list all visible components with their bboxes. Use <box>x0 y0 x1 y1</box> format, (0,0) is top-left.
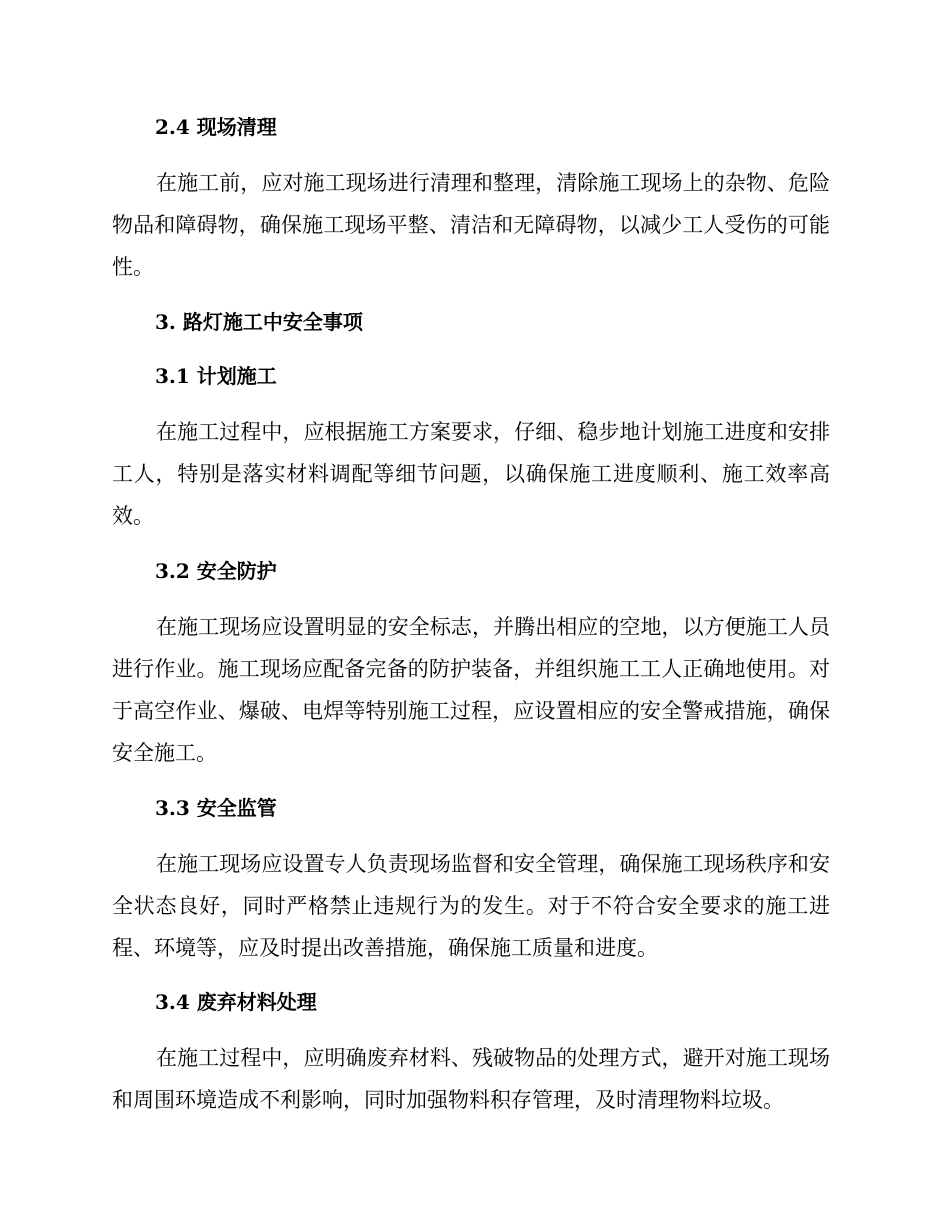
section-paragraph-3-1: 在施工过程中，应根据施工方案要求，仔细、稳步地计划施工进度和安排工人，特别是落实材料调配等细节问题，以确保施工进度顺利、施工效率高效。 <box>112 420 830 528</box>
section-heading-3-1: 3.1 计划施工 <box>155 364 277 388</box>
section-heading-3-2: 3.2 安全防护 <box>155 559 277 583</box>
section-paragraph-3-4: 在施工过程中，应明确废弃材料、残破物品的处理方式，避开对施工现场和周围环境造成不利影响，同时加强物料积存管理，及时清理物料垃圾。 <box>112 1046 830 1112</box>
section-heading-3-4: 3.4 废弃材料处理 <box>155 990 317 1014</box>
section-paragraph-2-4: 在施工前，应对施工现场进行清理和整理，清除施工现场上的杂物、危险物品和障碍物，确保施工现场平整、清洁和无障碍物，以减少工人受伤的可能性。 <box>112 171 830 279</box>
section-heading-3: 3. 路灯施工中安全事项 <box>155 310 363 334</box>
section-paragraph-3-3: 在施工现场应设置专人负责现场监督和安全管理，确保施工现场秩序和安全状态良好，同时严格禁止违规行为的发生。对于不符合安全要求的施工进程、环境等，应及时提出改善措施，确保施工质量和进度。 <box>112 852 830 960</box>
section-paragraph-3-2: 在施工现场应设置明显的安全标志，并腾出相应的空地，以方便施工人员进行作业。施工现场应配备完备的防护装备，并组织施工工人正确地使用。对于高空作业、爆破、电焊等特别施工过程，应设置相应的安全警戒措施，确保安全施工。 <box>112 615 830 765</box>
section-heading-3-3: 3.3 安全监管 <box>155 796 277 820</box>
section-heading-2-4: 2.4 现场清理 <box>155 115 277 139</box>
